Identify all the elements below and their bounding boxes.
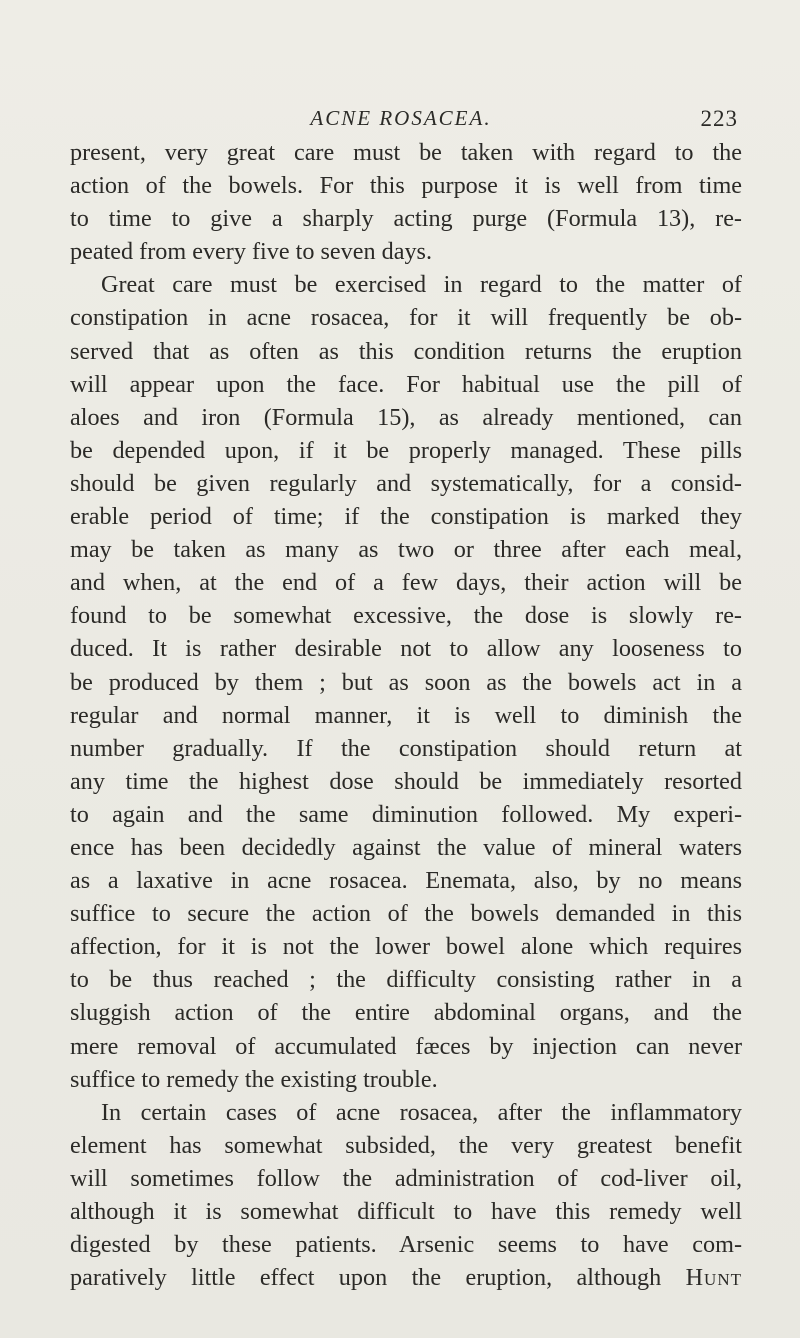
author-name-smallcaps: Hunt (685, 1264, 742, 1292)
text-line: to again and the same diminution followed. My experi- (70, 800, 742, 828)
text-line: will sometimes follow the administration of cod-liver oil, (70, 1164, 742, 1192)
text-line: regular and normal manner, it is well to diminish the (70, 701, 742, 729)
text-line: In certain cases of acne rosacea, after the inflammatory (101, 1098, 742, 1126)
running-title: ACNE ROSACEA. (310, 106, 492, 130)
text-line: suffice to remedy the existing trouble. (70, 1065, 438, 1093)
text-line: to be thus reached ; the difficulty consisting rather in a (70, 966, 742, 994)
page-number: 223 (700, 106, 738, 131)
text-line: suffice to secure the action of the bowels demanded in this (70, 900, 742, 928)
text-line: duced. It is rather desirable not to allow any looseness to (70, 635, 742, 663)
text-line: ence has been decidedly against the value of mineral waters (70, 833, 742, 861)
text-line: action of the bowels. For this purpose it is well from time (70, 172, 742, 200)
body-text (70, 136, 742, 1294)
text-line: although it is somewhat difficult to have this remedy well (70, 1198, 742, 1225)
text-line: may be taken as many as two or three after each meal, (70, 536, 742, 564)
text-line-content: paratively little effect upon the eruption, although (70, 1264, 662, 1292)
text-line: element has somewhat subsided, the very greatest benefit (70, 1131, 742, 1159)
text-line: digested by these patients. Arsenic seems to have com- (70, 1231, 742, 1259)
text-line: served that as often as this condition returns the eruption (70, 337, 742, 365)
text-line: sluggish action of the entire abdominal organs, and the (70, 999, 742, 1027)
text-line: mere removal of accumulated fæces by injection can never (70, 1032, 742, 1060)
text-line: erable period of time; if the constipation is marked they (70, 503, 742, 531)
text-line: aloes and iron (Formula 15), as already mentioned, can (70, 403, 742, 431)
text-line: present, very great care must be taken with regard to the (70, 139, 742, 166)
text-line: be produced by them ; but as soon as the bowels act in a (70, 668, 742, 696)
text-line: number gradually. If the constipation should return at (70, 734, 742, 762)
text-line: to time to give a sharply acting purge (Formula 13), re- (70, 205, 742, 233)
text-line: peated from every five to seven days. (70, 238, 432, 266)
text-line: affection, for it is not the lower bowel alone which requires (70, 933, 742, 961)
text-line: as a laxative in acne rosacea. Enemata, also, by no means (70, 867, 742, 895)
text-line: any time the highest dose should be immediately resorted (70, 767, 742, 795)
text-line: will appear upon the face. For habitual use the pill of (70, 370, 742, 398)
running-head (64, 106, 738, 136)
text-line: and when, at the end of a few days, their action will be (70, 569, 742, 597)
text-line: Great care must be exercised in regard to the matter of (101, 271, 742, 299)
text-line: found to be somewhat excessive, the dose is slowly re- (70, 602, 742, 630)
text-line: constipation in acne rosacea, for it will frequently be ob- (70, 304, 742, 332)
text-line: be depended upon, if it be properly managed. These pills (70, 436, 742, 464)
text-line: should be given regularly and systematically, for a consid- (70, 469, 742, 497)
text-line (70, 1261, 742, 1294)
